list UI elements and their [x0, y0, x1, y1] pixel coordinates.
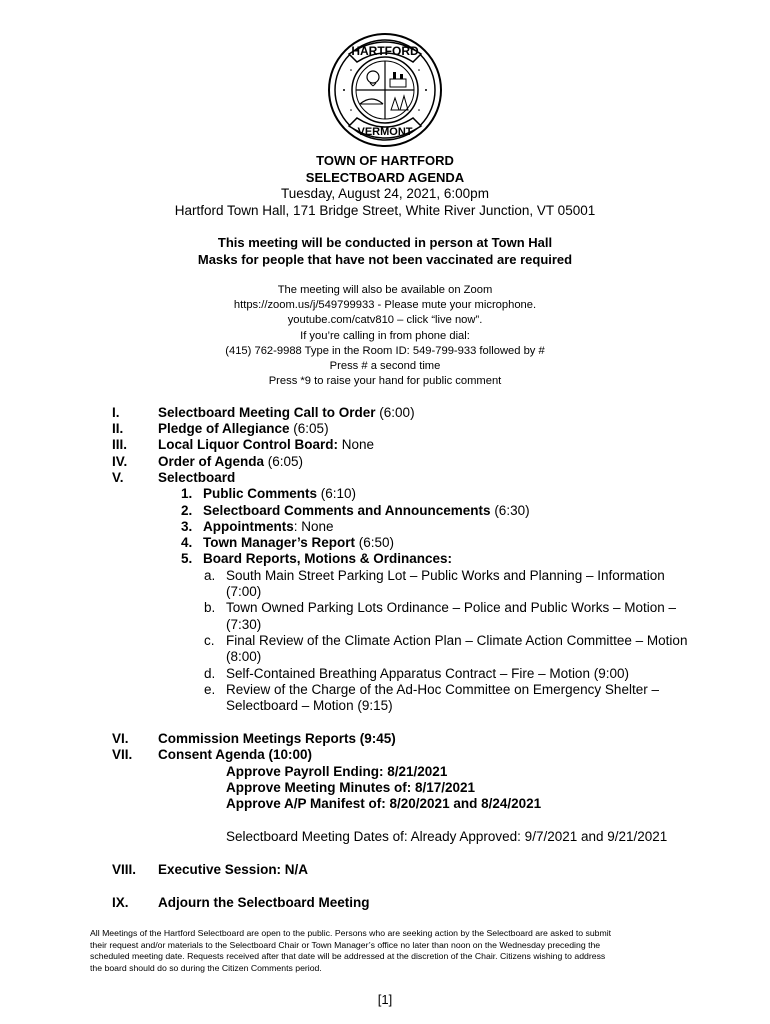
agenda-item — [158, 437, 374, 453]
item-number: I. — [112, 405, 120, 420]
notice — [0, 235, 770, 268]
item-title: Adjourn the Selectboard Meeting — [158, 895, 370, 910]
sub-letter: b. — [204, 600, 216, 615]
item-title: Public Comments — [203, 486, 318, 501]
sub-item — [203, 519, 334, 535]
item-number: VIII. — [112, 862, 137, 877]
footer-line: All Meetings of the Hartford Selectboard are open to the public. Persons who are seeking action by the Selectboard are asked to submit — [90, 928, 612, 938]
item-detail: (6:05) — [289, 421, 329, 436]
item-title: Local Liquor Control Board: — [158, 437, 338, 452]
item-detail: None — [338, 437, 375, 452]
seal-top-text: HARTFORD — [351, 44, 419, 58]
sub-sub-item: Review of the Charge of the Ad-Hoc Committee on Emergency Shelter – — [226, 682, 659, 697]
item-number: V. — [112, 470, 124, 485]
sub-letter: a. — [204, 568, 216, 583]
agenda-item — [158, 405, 415, 421]
page-number: [1] — [377, 992, 393, 1007]
town-seal — [327, 32, 443, 148]
notice-masks: Masks for people that have not been vaccinated are required — [197, 251, 573, 267]
item-title: Consent Agenda (10:00) — [158, 747, 313, 762]
meeting-dates: Selectboard Meeting Dates of: Already Approved: 9/7/2021 and 9/21/2021 — [226, 829, 668, 844]
sub-number: 1. — [181, 486, 193, 501]
consent-item: Approve Payroll Ending: 8/21/2021 — [226, 764, 448, 779]
youtube-link: youtube.com/catv810 – click “live now”. — [287, 314, 483, 327]
footer-note — [90, 928, 690, 975]
item-title: Appointments — [203, 519, 294, 534]
sub-letter: d. — [204, 666, 216, 681]
sub-item — [203, 486, 356, 502]
agenda-item — [158, 454, 303, 470]
item-title: Selectboard — [158, 470, 236, 485]
item-detail: (6:10) — [317, 486, 357, 501]
zoom-line: If you’re calling in from phone dial: — [300, 329, 470, 342]
item-number: III. — [112, 437, 128, 452]
footer-line: their request and/or materials to the Selectboard Chair or Town Manager’s office no later than noon on the Wednesday preceding the — [90, 939, 601, 950]
sub-item — [203, 503, 530, 519]
sub-number: 2. — [181, 503, 193, 518]
item-detail: : None — [293, 519, 334, 534]
item-title: Pledge of Allegiance — [158, 421, 290, 436]
footer-line: the board should do so during the Citizen Comments period. — [90, 963, 322, 974]
zoom-link: https://zoom.us/j/549799933 - Please mute your microphone. — [233, 299, 537, 312]
item-title: Executive Session: N/A — [158, 862, 309, 877]
sub-item — [203, 535, 394, 551]
item-number: IX. — [112, 895, 129, 910]
item-detail: (6:05) — [264, 454, 304, 469]
item-title: Selectboard Meeting Call to Order — [158, 405, 376, 420]
sub-number: 4. — [181, 535, 193, 550]
item-number: IV. — [112, 454, 128, 469]
sub-sub-item: Final Review of the Climate Action Plan – Climate Action Committee – Motion — [226, 633, 688, 648]
sub-sub-item-cont: (7:30) — [226, 617, 262, 632]
consent-item: Approve Meeting Minutes of: 8/17/2021 — [226, 780, 476, 795]
sub-letter: c. — [204, 633, 215, 648]
sub-number: 5. — [181, 551, 193, 566]
consent-item: Approve A/P Manifest of: 8/20/2021 and 8/24/2021 — [226, 796, 542, 811]
sub-sub-item: Town Owned Parking Lots Ordinance – Police and Public Works – Motion – — [226, 600, 676, 615]
zoom-info — [0, 283, 770, 389]
sub-sub-item-cont: (8:00) — [226, 649, 262, 664]
item-title: Selectboard Comments and Announcements — [203, 503, 491, 518]
sub-sub-item: Self-Contained Breathing Apparatus Contract – Fire – Motion (9:00) — [226, 666, 629, 681]
agenda-title: SELECTBOARD AGENDA — [305, 169, 465, 185]
header — [0, 153, 770, 219]
sub-sub-item-cont: (7:00) — [226, 584, 262, 599]
agenda-item — [158, 421, 329, 437]
item-title: Town Manager’s Report — [203, 535, 356, 550]
phone-dial: (415) 762-9988 Type in the Room ID: 549-799-933 followed by # — [225, 344, 545, 357]
item-detail: (6:00) — [375, 405, 415, 420]
item-title: Commission Meetings Reports (9:45) — [158, 731, 396, 746]
item-number: VI. — [112, 731, 129, 746]
footer-line: scheduled meeting date. Requests received after that date will be addressed at the discretion of the Chair. Citizens wishing to address — [90, 951, 606, 962]
item-detail: (6:30) — [490, 503, 530, 518]
item-title: Order of Agenda — [158, 454, 265, 469]
meeting-location: Hartford Town Hall, 171 Bridge Street, White River Junction, VT 05001 — [174, 202, 596, 218]
item-number: VII. — [112, 747, 133, 762]
sub-sub-item: South Main Street Parking Lot – Public Works and Planning – Information — [226, 568, 665, 583]
notice-in-person: This meeting will be conducted in person at Town Hall — [217, 235, 553, 250]
zoom-line: The meeting will also be available on Zoom — [277, 284, 493, 296]
sub-sub-item-cont: Selectboard – Motion (9:15) — [226, 698, 393, 713]
zoom-line: Press *9 to raise your hand for public comment — [268, 375, 502, 388]
item-number: II. — [112, 421, 124, 436]
sub-letter: e. — [204, 682, 216, 697]
seal-bottom-text: VERMONT — [357, 126, 413, 138]
item-detail: (6:50) — [355, 535, 395, 550]
zoom-line: Press # a second time — [329, 360, 441, 373]
item-title: Board Reports, Motions & Ordinances: — [203, 551, 453, 566]
meeting-date: Tuesday, August 24, 2021, 6:00pm — [281, 186, 489, 201]
sub-number: 3. — [181, 519, 193, 534]
town-name: TOWN OF HARTFORD — [316, 153, 454, 168]
